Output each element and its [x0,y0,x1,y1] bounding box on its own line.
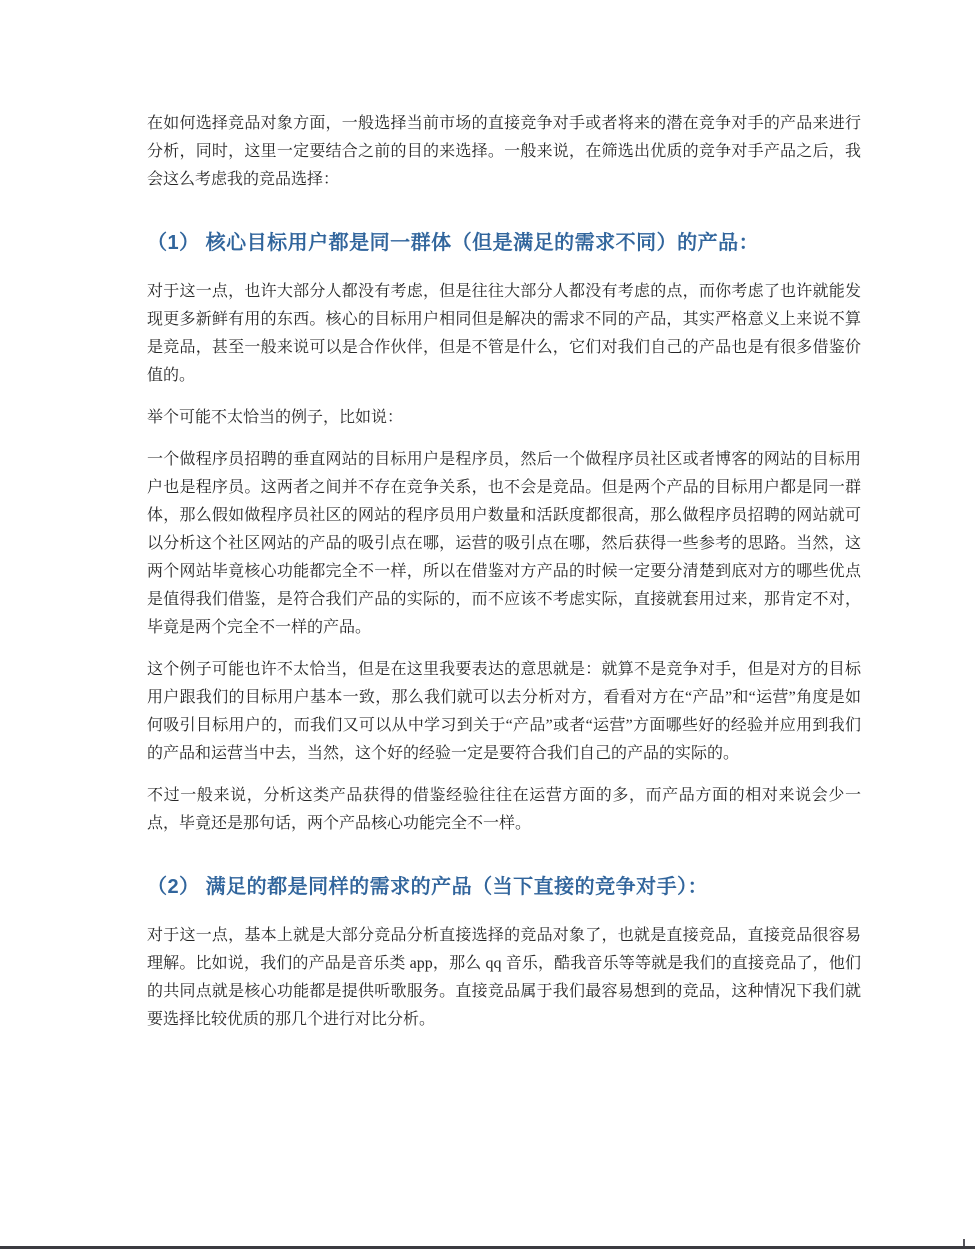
section-1-para-5: 不过一般来说，分析这类产品获得的借鉴经验往往在运营方面的多，而产品方面的相对来说会少一点，毕竟还是那句话，两个产品核心功能完全不一样。 [147,787,861,832]
section-1-para-3: 一个做程序员招聘的垂直网站的目标用户是程序员，然后一个做程序员社区或者博客的网站的目标用户也是程序员。这两者之间并不存在竞争关系，也不会是竞品。但是两个产品的目标用户都是同一群体，那么假如做程序员社区的网站的程序员用户数量和活跃度都很高，那么做程序员招聘的网站就可以分析这个社区网站的产品的吸引点在哪，运营的吸引点在哪，然后获得一些参考的思路。当然，这两个网站毕竟核心功能都完全不一样，所以在借鉴对方产品的时候一定要分清楚到底对方的哪些优点是值得我们借鉴，是符合我们产品的实际的，而不应该不考虑实际，直接就套用过来，那肯定不对，毕竟是两个完全不一样的产品。 [147,451,861,636]
frame-corner-tick [963,1239,965,1246]
intro-paragraph: 在如何选择竞品对象方面，一般选择当前市场的直接竞争对手或者将来的潜在竞争对手的产品来进行分析，同时，这里一定要结合之前的目的来选择。一般来说，在筛选出优质的竞争对手产品之后，我会这么考虑我的竞品选择： [147,115,861,188]
section-2-heading: （2） 满足的都是同样的需求的产品（当下直接的竞争对手）： [147,876,709,898]
section-1-para-1: 对于这一点，也许大部分人都没有考虑，但是往往大部分人都没有考虑的点，而你考虑了也许就能发现更多新鲜有用的东西。核心的目标用户相同但是解决的需求不同的产品，其实严格意义上来说不算是竞品，甚至一般来说可以是合作伙伴，但是不管是什么，它们对我们自己的产品也是有很多借鉴价值的。 [147,283,861,384]
page-bottom-border [0,1246,975,1249]
section-1-heading: （1） 核心目标用户都是同一群体（但是满足的需求不同）的产品： [147,232,760,254]
text-content [147,110,861,1048]
section-1-para-4: 这个例子可能也许不太恰当，但是在这里我要表达的意思就是：就算不是竞争对手，但是对方的目标用户跟我们的目标用户基本一致，那么我们就可以去分析对方，看看对方在“产品”和“运营”角度是如何吸引目标用户的，而我们又可以从中学习到关于“产品”或者“运营”方面哪些好的经验并应用到我们的产品和运营当中去，当然，这个好的经验一定是要符合我们自己的产品的实际的。 [147,661,861,762]
section-2-para-1: 对于这一点，基本上就是大部分竞品分析直接选择的竞品对象了，也就是直接竞品，直接竞品很容易理解。比如说，我们的产品是音乐类 app，那么 qq 音乐，酷我音乐等等就是我们的直接竞品了，他们的共同点就是核心功能都是提供听歌服务。直接竞品属于我们最容易想到的竞品，这种情况下我们就要选择比较优质的那几个进行对比分析。 [147,927,861,1028]
section-1-para-2: 举个可能不太恰当的例子，比如说： [147,409,404,426]
